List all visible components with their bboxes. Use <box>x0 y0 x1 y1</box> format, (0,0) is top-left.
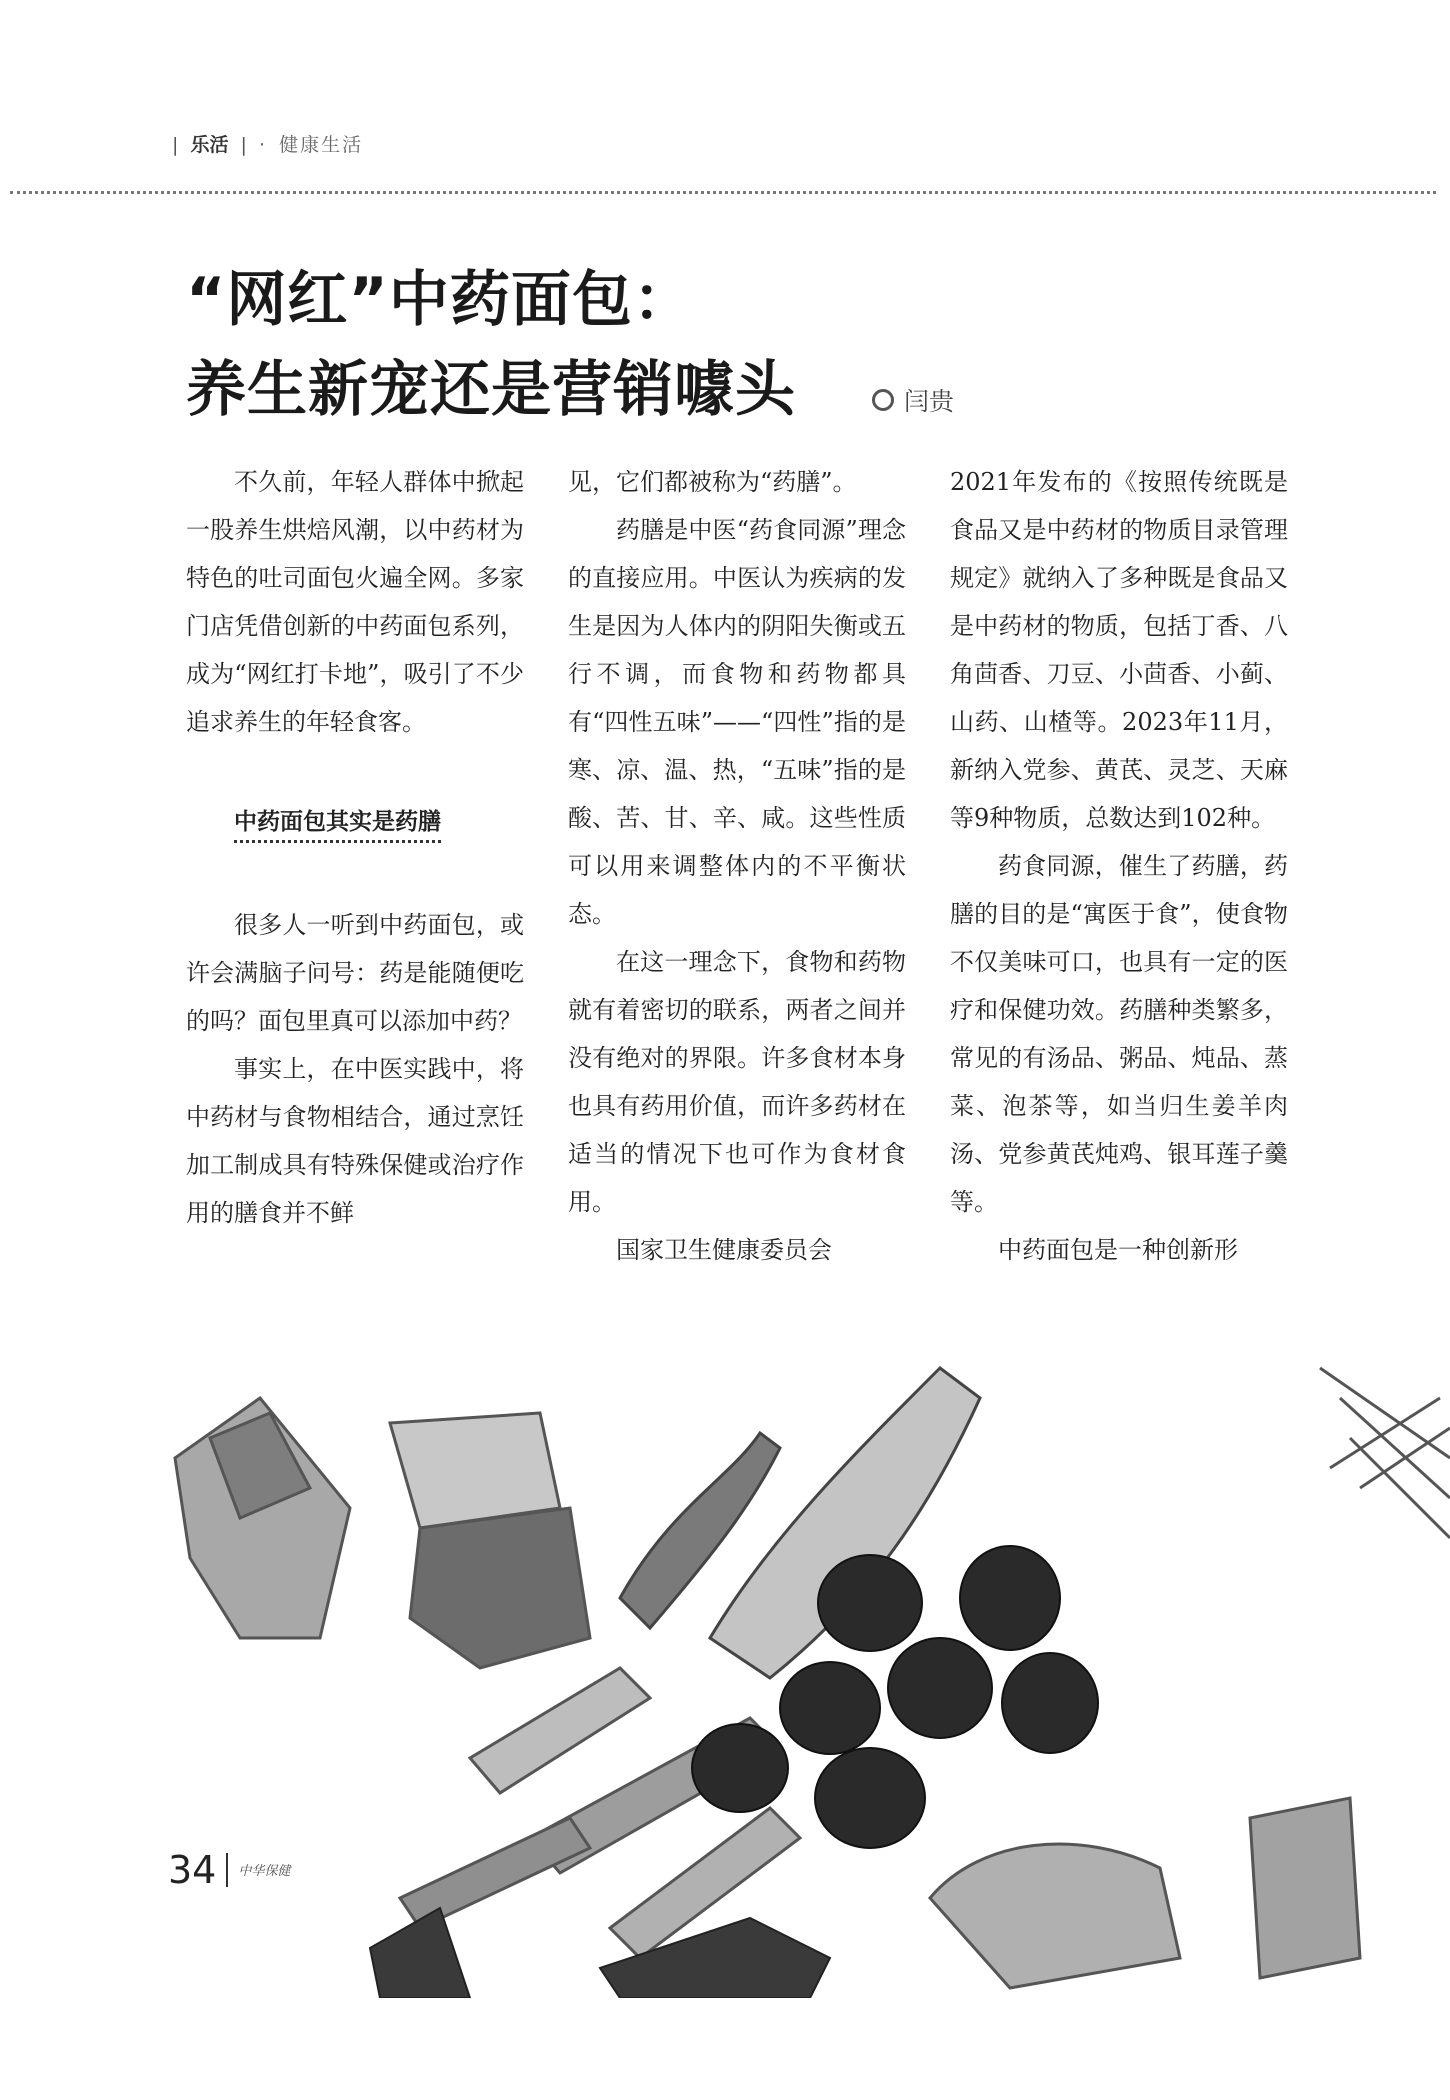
ginseng-root <box>620 1368 980 1678</box>
footer-separator <box>226 1853 228 1887</box>
title-line-2: 养生新宠还是营销噱头 <box>186 355 796 425</box>
page-footer <box>168 1848 290 1892</box>
dark-herb-pieces <box>370 1908 830 1998</box>
body-paragraph: 不久前，年轻人群体中掀起一股养生烘焙风潮，以中药材为特色的吐司面包火遍全网。多家门店凭借创新的中药面包系列，成为“网红打卡地”，吸引了不少追求养生的年轻食客。 <box>186 468 524 736</box>
subsection-label: 健康生活 <box>279 134 364 156</box>
page-header <box>172 130 363 157</box>
column-1 <box>186 458 524 1237</box>
header-bar: | <box>172 134 179 156</box>
title-line-1: “网红”中药面包： <box>186 265 694 335</box>
header-bar: | <box>240 134 247 156</box>
body-paragraph: 事实上，在中医实践中，将中药材与食物相结合，通过烹饪加工制成具有特殊保健或治疗作用的膳食并不鲜 <box>186 1055 524 1227</box>
body-paragraph: 在这一理念下，食物和药物就有着密切的联系，两者之间并没有绝对的界限。许多食材本身也具有药用价值，而许多药材在适当的情况下也可作为食材食用。 <box>568 948 906 1216</box>
herb-stems <box>1320 1368 1450 1538</box>
body-paragraph: 中药面包是一种创新形 <box>998 1236 1238 1264</box>
astragalus-slices <box>930 1798 1360 1988</box>
body-paragraph: 2021年发布的《按照传统既是食品又是中药材的物质目录管理规定》就纳入了多种既是食品又是中药材的物质，包括丁香、八角茴香、刀豆、小茴香、小蓟、山药、山楂等。2023年11月，新纳入党参、黄芪、灵芝、天麻等9种物质，总数达到102种。 <box>950 468 1288 832</box>
body-paragraph: 见，它们都被称为“药膳”。 <box>568 468 857 496</box>
section-subheading: 中药面包其实是药膳 <box>234 804 441 843</box>
header-dot: · <box>258 134 268 156</box>
author-byline <box>872 382 954 418</box>
herbal-medicine-photo <box>150 1338 1450 1998</box>
dotted-divider <box>10 191 1436 194</box>
magazine-logo: 中华保健 <box>238 1864 291 1879</box>
body-paragraph: 国家卫生健康委员会 <box>616 1236 832 1264</box>
body-paragraph: 很多人一听到中药面包，或许会满脑子问号：药是能随便吃的吗？面包里真可以添加中药？ <box>186 911 524 1035</box>
column-3 <box>950 458 1288 1274</box>
author-circle-icon <box>872 389 894 411</box>
page-number: 34 <box>168 1848 217 1892</box>
section-label: 乐活 <box>190 134 229 156</box>
body-paragraph: 药食同源，催生了药膳，药膳的目的是“寓医于食”，使食物不仅美味可口，也具有一定的医疗和保健功效。药膳种类繁多，常见的有汤品、粥品、炖品、蒸菜、泡茶等，如当归生姜羊肉汤、党参黄芪炖鸡、银耳莲子羹等。 <box>950 852 1288 1216</box>
body-paragraph: 药膳是中医“药食同源”理念的直接应用。中医认为疾病的发生是因为人体内的阴阳失衡或五行不调，而食物和药物都具有“四性五味”——“四性”指的是寒、凉、温、热，“五味”指的是酸、苦、甘、辛、咸。这些性质可以用来调整体内的不平衡状态。 <box>568 516 906 928</box>
article-title <box>186 255 796 435</box>
author-name: 闫贵 <box>904 387 955 416</box>
column-2 <box>568 458 906 1274</box>
sliced-root-pieces <box>175 1398 590 1668</box>
